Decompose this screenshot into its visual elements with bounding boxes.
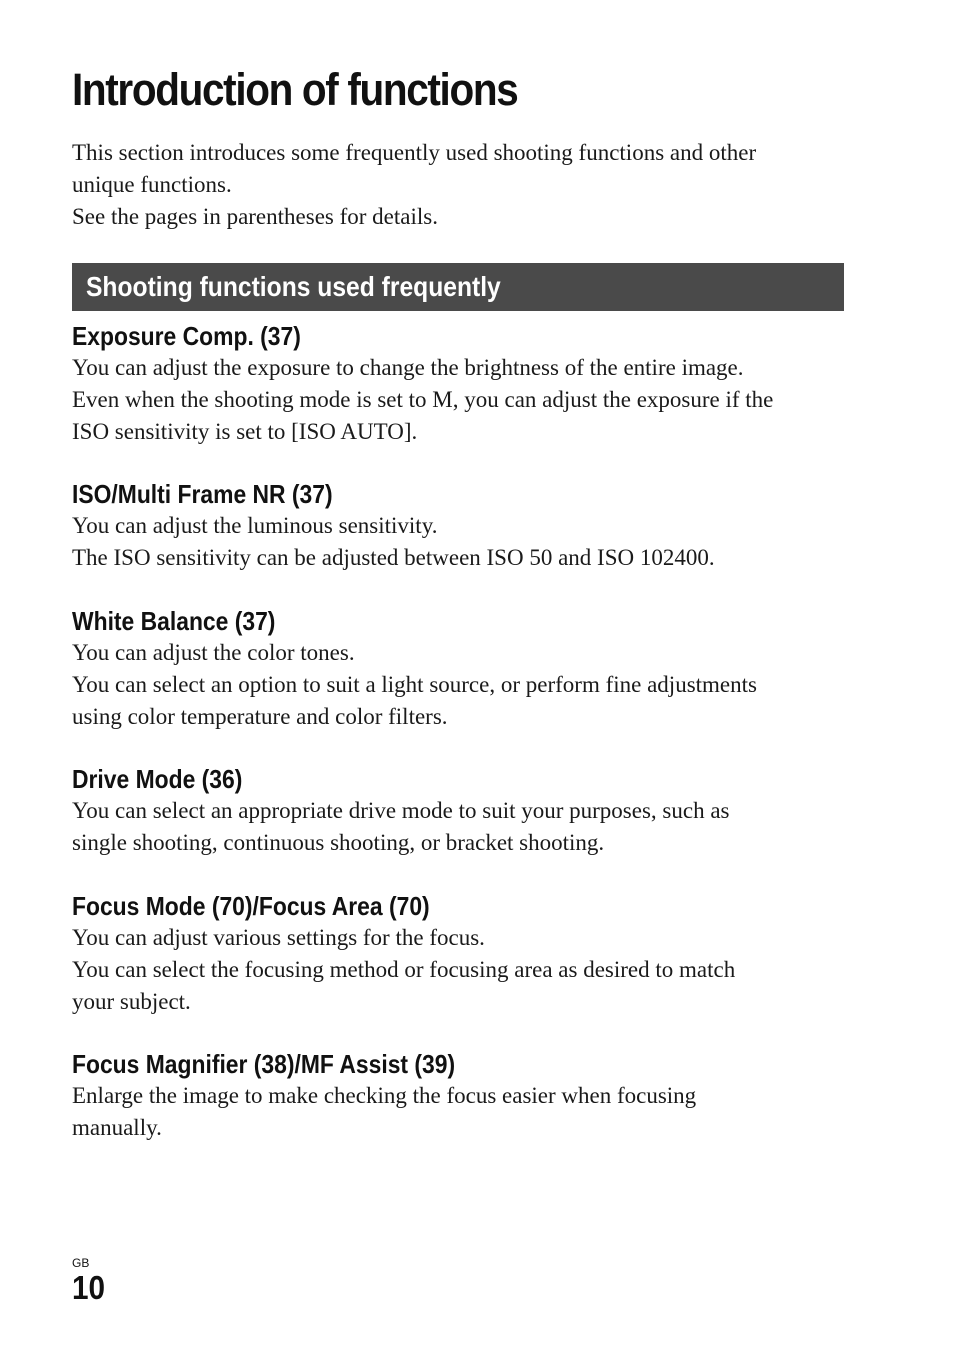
page-title: Introduction of functions [72,64,518,115]
function-heading: Exposure Comp. (37) [72,321,301,351]
function-description-line: You can adjust various settings for the focus. [72,925,485,950]
function-drive-mode [72,763,844,859]
function-description-line: The ISO sensitivity can be adjusted between ISO 50 and ISO 102400. [72,545,715,570]
function-heading: Focus Magnifier (38)/MF Assist (39) [72,1049,456,1079]
function-heading: Drive Mode (36) [72,764,243,794]
function-description-line: ISO sensitivity is set to [ISO AUTO]. [72,419,418,444]
function-heading: White Balance (37) [72,606,276,636]
function-description-line: You can select the focusing method or focusing area as desired to match [72,957,736,982]
language-code: GB [72,1256,90,1270]
function-description-line: You can adjust the color tones. [72,640,355,665]
intro-line: See the pages in parentheses for details. [72,204,438,229]
function-description-line: Enlarge the image to make checking the focus easier when focusing [72,1083,697,1108]
intro-line: unique functions. [72,172,232,197]
function-description-line: using color temperature and color filters. [72,704,448,729]
function-description-line: You can adjust the luminous sensitivity. [72,513,438,538]
function-description-line: single shooting, continuous shooting, or bracket shooting. [72,830,605,855]
page-number: 10 [72,1269,106,1306]
intro-paragraph [72,137,844,233]
function-heading: ISO/Multi Frame NR (37) [72,479,333,509]
function-description-line: You can select an option to suit a light source, or perform fine adjustments [72,672,757,697]
function-description-line: You can adjust the exposure to change the brightness of the entire image. [72,355,744,380]
function-white-balance [72,605,844,733]
function-iso-multi-frame-nr [72,478,844,574]
section-heading-bar [72,263,844,311]
intro-line: This section introduces some frequently used shooting functions and other [72,140,757,165]
function-heading: Focus Mode (70)/Focus Area (70) [72,891,430,921]
function-focus-mode-area [72,890,844,1018]
function-focus-magnifier-mf-assist [72,1048,844,1144]
function-description-line: You can select an appropriate drive mode to suit your purposes, such as [72,798,730,823]
function-exposure-comp [72,320,844,448]
function-description-line: your subject. [72,989,191,1014]
page-footer [72,1256,109,1306]
section-heading: Shooting functions used frequently [86,271,501,302]
function-description-line: Even when the shooting mode is set to M, you can adjust the exposure if the [72,387,774,412]
function-description-line: manually. [72,1115,162,1140]
